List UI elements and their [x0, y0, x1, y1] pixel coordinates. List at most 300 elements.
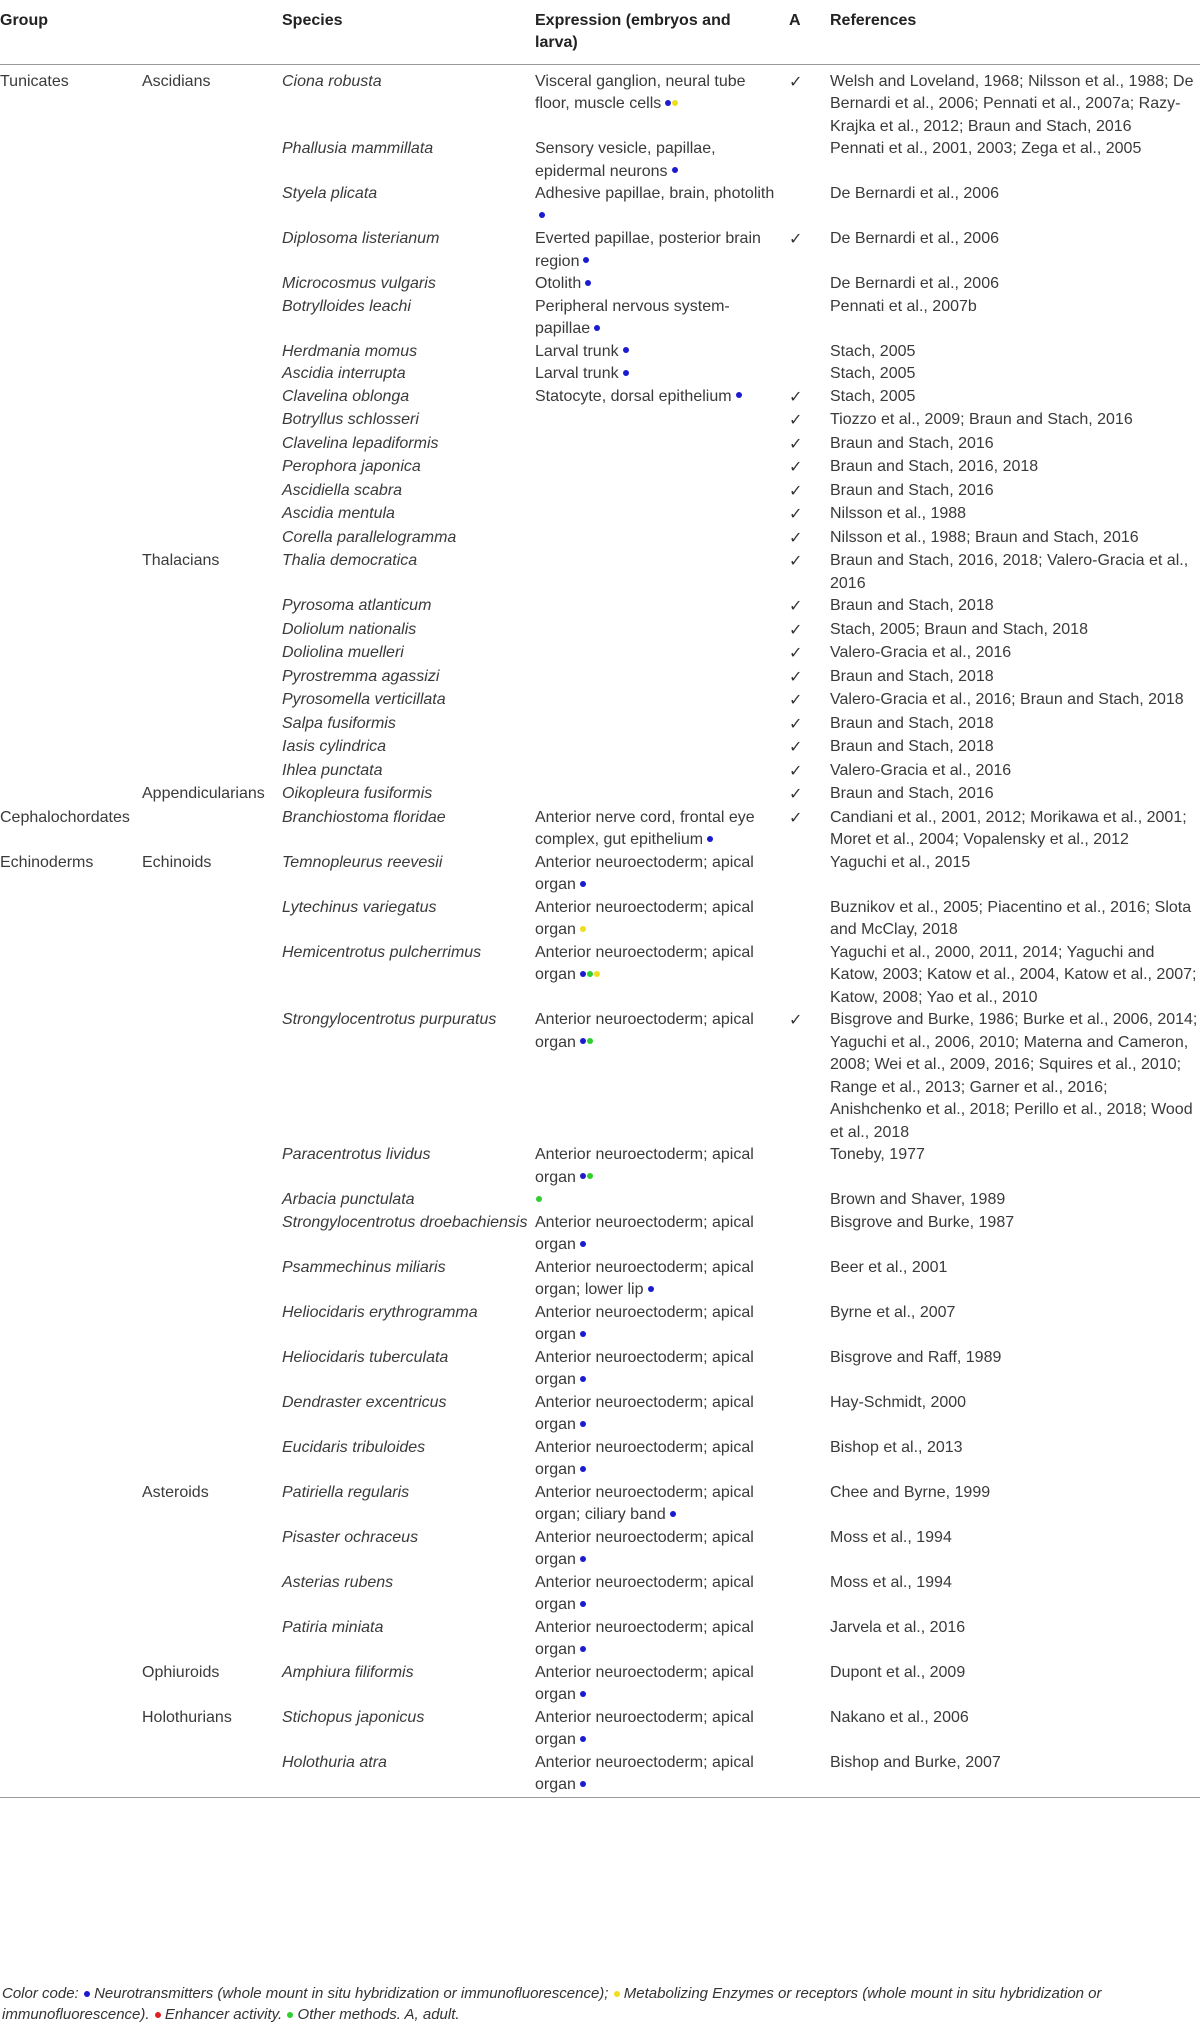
- table-row: [0, 527, 1200, 551]
- blue-dot-icon: [580, 1173, 586, 1179]
- blue-dot-icon: [84, 1991, 90, 1997]
- expression-cell: [535, 64, 789, 138]
- table-row: [0, 760, 1200, 784]
- blue-dot-icon: [580, 1736, 586, 1742]
- references-cell: [830, 1302, 1200, 1347]
- adult-cell: [789, 1257, 830, 1302]
- blue-dot-icon: [580, 1601, 586, 1607]
- subgroup-cell: [142, 1572, 282, 1617]
- species-cell: [282, 1257, 535, 1302]
- table-row: [0, 503, 1200, 527]
- table-row: [0, 1189, 1200, 1212]
- check-icon: ✓: [789, 527, 803, 547]
- color-code-dots: [579, 1551, 586, 1568]
- table-row: [0, 1302, 1200, 1347]
- table-row: [0, 807, 1200, 852]
- species-name: Holothuria atra: [282, 1753, 387, 1771]
- references-text: Stach, 2005: [830, 342, 916, 360]
- adult-cell: [789, 1527, 830, 1572]
- subgroup-cell: [142, 1482, 282, 1527]
- references-text: Braun and Stach, 2016: [830, 481, 994, 499]
- subgroup-label: Thalacians: [142, 552, 220, 569]
- subgroup-cell: [142, 1347, 282, 1392]
- references-text: Stach, 2005: [830, 365, 916, 382]
- species-name: Lytechinus variegatus: [282, 898, 437, 916]
- color-code-dots: [579, 876, 586, 893]
- references-cell: [830, 619, 1200, 643]
- table-row: [0, 942, 1200, 1010]
- species-name: Ascidiella scabra: [282, 481, 403, 499]
- table-row: [0, 480, 1200, 504]
- subgroup-cell: [142, 527, 282, 551]
- color-code-dots: [647, 1281, 654, 1298]
- species-cell: [282, 1144, 535, 1189]
- adult-cell: [789, 736, 830, 760]
- blue-dot-icon: [539, 212, 545, 218]
- subgroup-cell: [142, 1144, 282, 1189]
- adult-cell: [789, 852, 830, 897]
- species-cell: [282, 433, 535, 457]
- references-text: Braun and Stach, 2018: [830, 667, 994, 685]
- color-code-dots: [579, 921, 586, 938]
- species-name: Ihlea punctata: [282, 761, 383, 779]
- expression-cell: [535, 480, 789, 504]
- check-icon: ✓: [789, 596, 803, 615]
- references-cell: [830, 409, 1200, 433]
- group-cell: [0, 409, 142, 433]
- references-cell: [830, 550, 1200, 595]
- header-references: References: [830, 0, 1200, 64]
- references-text: Braun and Stach, 2018: [830, 738, 994, 755]
- check-icon: ✓: [789, 807, 803, 827]
- subgroup-cell: [142, 1392, 282, 1437]
- footnote-blue-text: Neurotransmitters (whole mount in situ hybridization or immunofluorescence);: [94, 1985, 609, 2002]
- subgroup-label: Ascidians: [142, 72, 211, 90]
- color-code-dots: [535, 1191, 542, 1208]
- references-text: Stach, 2005; Braun and Stach, 2018: [830, 620, 1088, 638]
- expression-text: Larval trunk: [535, 365, 619, 382]
- adult-cell: [789, 456, 830, 480]
- references-text: Bishop and Burke, 2007: [830, 1753, 1001, 1771]
- species-cell: [282, 1707, 535, 1752]
- references-cell: [830, 527, 1200, 551]
- species-cell: [282, 852, 535, 897]
- table-row: [0, 456, 1200, 480]
- subgroup-cell: [142, 296, 282, 341]
- adult-cell: [789, 666, 830, 690]
- blue-dot-icon: [580, 1331, 586, 1337]
- references-text: Braun and Stach, 2016, 2018: [830, 458, 1039, 475]
- species-name: Botrylloides leachi: [282, 297, 411, 315]
- species-cell: [282, 341, 535, 364]
- species-name: Salpa fusiformis: [282, 714, 396, 732]
- references-cell: [830, 503, 1200, 527]
- species-cell: [282, 1212, 535, 1257]
- expression-text: Anterior neuroectoderm; apical organ: [535, 1708, 754, 1748]
- color-code-dots: [584, 275, 591, 292]
- blue-dot-icon: [580, 1556, 586, 1562]
- blue-dot-icon: [580, 1781, 586, 1787]
- adult-cell: [789, 1437, 830, 1482]
- subgroup-cell: [142, 433, 282, 457]
- subgroup-cell: [142, 273, 282, 296]
- references-cell: [830, 480, 1200, 504]
- expression-cell: [535, 642, 789, 666]
- adult-cell: [789, 550, 830, 595]
- species-cell: [282, 456, 535, 480]
- expression-text: Larval trunk: [535, 342, 619, 360]
- expression-cell: [535, 527, 789, 551]
- yellow-dot-icon: [672, 100, 678, 106]
- references-cell: [830, 363, 1200, 386]
- check-icon: ✓: [789, 386, 803, 406]
- references-text: Moss et al., 1994: [830, 1528, 952, 1546]
- table-row: [0, 713, 1200, 737]
- references-cell: [830, 1009, 1200, 1144]
- references-text: Valero-Gracia et al., 2016; Braun and Stach, 2018: [830, 691, 1184, 708]
- expression-cell: [535, 595, 789, 619]
- references-text: Yaguchi et al., 2000, 2011, 2014; Yaguchi and Katow, 2003; Katow et al., 2004, Katow et al., 2007; Katow, 2008; Yao et al., 2010: [830, 943, 1197, 1006]
- blue-dot-icon: [707, 836, 713, 842]
- color-code-dots: [582, 253, 589, 270]
- table-row: [0, 228, 1200, 273]
- species-cell: [282, 619, 535, 643]
- species-cell: [282, 273, 535, 296]
- adult-cell: [789, 480, 830, 504]
- references-cell: [830, 689, 1200, 713]
- adult-cell: [789, 183, 830, 228]
- expression-cell: [535, 433, 789, 457]
- expression-cell: [535, 807, 789, 852]
- references-text: Nakano et al., 2006: [830, 1708, 969, 1726]
- species-name: Phallusia mammillata: [282, 140, 434, 157]
- references-text: Braun and Stach, 2016, 2018; Valero-Gracia et al., 2016: [830, 552, 1189, 592]
- adult-cell: [789, 942, 830, 1010]
- references-cell: [830, 433, 1200, 457]
- references-text: Buznikov et al., 2005; Piacentino et al., 2016; Slota and McClay, 2018: [830, 898, 1192, 938]
- subgroup-cell: [142, 1212, 282, 1257]
- references-text: Byrne et al., 2007: [830, 1303, 956, 1321]
- table-row: [0, 433, 1200, 457]
- adult-cell: [789, 1189, 830, 1212]
- references-cell: [830, 1617, 1200, 1662]
- group-cell: [0, 1617, 142, 1662]
- table-row: [0, 1257, 1200, 1302]
- table-row: [0, 619, 1200, 643]
- subgroup-cell: [142, 1527, 282, 1572]
- group-cell: [0, 1572, 142, 1617]
- references-text: Bisgrove and Burke, 1986; Burke et al., 2006, 2014; Yaguchi et al., 2006, 2010; Materna and Cameron, 2008; Wei et al., 2009, 2016; Squires et al., 2010; Range et al., 2013; Garner et al., 2016; Anishchenko et al., 2018; Perillo et al., 2018; Wood et al., 2018: [830, 1011, 1198, 1141]
- color-code-dots: [593, 320, 600, 337]
- group-cell: [0, 363, 142, 386]
- species-name: Asterias rubens: [282, 1573, 394, 1591]
- table-row: [0, 409, 1200, 433]
- expression-cell: [535, 1009, 789, 1144]
- subgroup-cell: [142, 942, 282, 1010]
- color-code-dots: [579, 1416, 586, 1433]
- group-cell: [0, 1707, 142, 1752]
- group-cell: [0, 1302, 142, 1347]
- adult-cell: [789, 273, 830, 296]
- blue-dot-icon: [623, 370, 629, 376]
- blue-dot-icon: [594, 325, 600, 331]
- species-name: Strongylocentrotus purpuratus: [282, 1011, 497, 1028]
- expression-cell: [535, 138, 789, 183]
- species-cell: [282, 1009, 535, 1144]
- group-cell: [0, 341, 142, 364]
- adult-cell: [789, 409, 830, 433]
- expression-text: Anterior neuroectoderm; apical organ: [535, 1618, 754, 1658]
- species-name: Clavelina oblonga: [282, 387, 410, 405]
- species-name: Ciona robusta: [282, 72, 382, 90]
- species-cell: [282, 1527, 535, 1572]
- blue-dot-icon: [580, 1646, 586, 1652]
- color-code-dots: [622, 343, 629, 360]
- species-cell: [282, 1437, 535, 1482]
- references-text: Braun and Stach, 2016: [830, 434, 994, 452]
- species-name: Branchiostoma floridae: [282, 808, 446, 826]
- table-row: [0, 1527, 1200, 1572]
- header-group: Group: [0, 0, 142, 64]
- table-row: [0, 386, 1200, 410]
- expression-cell: [535, 713, 789, 737]
- expression-cell: [535, 1617, 789, 1662]
- expression-text: Peripheral nervous system-papillae: [535, 297, 730, 337]
- subgroup-cell: [142, 619, 282, 643]
- table-row: [0, 1144, 1200, 1189]
- references-cell: [830, 1347, 1200, 1392]
- species-name: Pisaster ochraceus: [282, 1528, 419, 1546]
- table-row: [0, 550, 1200, 595]
- references-cell: [830, 456, 1200, 480]
- references-cell: [830, 1189, 1200, 1212]
- color-code-dots: [579, 1776, 586, 1793]
- species-name: Styela plicata: [282, 185, 378, 202]
- color-code-dots: [579, 1641, 586, 1658]
- references-text: Hay-Schmidt, 2000: [830, 1393, 967, 1411]
- adult-cell: [789, 363, 830, 386]
- group-label: Echinoderms: [0, 853, 94, 871]
- species-cell: [282, 296, 535, 341]
- blue-dot-icon: [580, 1038, 586, 1044]
- expression-cell: [535, 456, 789, 480]
- adult-cell: [789, 1662, 830, 1707]
- table-row: [0, 689, 1200, 713]
- expression-text: Adhesive papillae, brain, photolith: [535, 185, 775, 202]
- expression-cell: [535, 1212, 789, 1257]
- group-cell: [0, 527, 142, 551]
- references-text: Chee and Byrne, 1999: [830, 1483, 991, 1501]
- species-cell: [282, 1302, 535, 1347]
- references-cell: [830, 228, 1200, 273]
- color-code-dots: [579, 1371, 586, 1388]
- references-cell: [830, 138, 1200, 183]
- table-body: [0, 64, 1200, 1798]
- table-row: [0, 1752, 1200, 1798]
- species-name: Microcosmus vulgaris: [282, 275, 436, 292]
- adult-cell: [789, 689, 830, 713]
- adult-cell: [789, 1617, 830, 1662]
- adult-cell: [789, 1572, 830, 1617]
- species-name: Heliocidaris tuberculata: [282, 1348, 449, 1366]
- species-name: Pyrosomella verticillata: [282, 691, 446, 708]
- species-cell: [282, 1617, 535, 1662]
- group-cell: [0, 783, 142, 807]
- blue-dot-icon: [736, 392, 742, 398]
- color-code-dots: [538, 208, 545, 225]
- yellow-dot-icon: [580, 926, 586, 932]
- expression-cell: [535, 852, 789, 897]
- species-name: Herdmania momus: [282, 342, 418, 360]
- references-cell: [830, 1437, 1200, 1482]
- subgroup-cell: [142, 642, 282, 666]
- references-cell: [830, 386, 1200, 410]
- table-row: [0, 1212, 1200, 1257]
- expression-cell: [535, 273, 789, 296]
- references-cell: [830, 1527, 1200, 1572]
- green-dot-icon: [287, 2012, 293, 2018]
- subgroup-cell: [142, 1189, 282, 1212]
- subgroup-cell: [142, 1752, 282, 1798]
- species-cell: [282, 1189, 535, 1212]
- subgroup-cell: [142, 1662, 282, 1707]
- blue-dot-icon: [670, 1511, 676, 1517]
- species-cell: [282, 807, 535, 852]
- references-cell: [830, 595, 1200, 619]
- table-row: [0, 1617, 1200, 1662]
- expression-cell: [535, 386, 789, 410]
- references-cell: [830, 64, 1200, 138]
- group-cell: [0, 1144, 142, 1189]
- check-icon: ✓: [789, 1010, 803, 1029]
- yellow-dot-icon: [614, 1991, 620, 1997]
- expression-text: Anterior neuroectoderm; apical organ: [535, 943, 754, 983]
- subgroup-cell: [142, 341, 282, 364]
- references-cell: [830, 1392, 1200, 1437]
- adult-cell: [789, 642, 830, 666]
- expression-text: Anterior neuroectoderm; apical organ: [535, 1528, 754, 1568]
- references-text: Welsh and Loveland, 1968; Nilsson et al., 1988; De Bernardi et al., 2006; Pennati et al., 2007a; Razy-Krajka et al., 2012; Braun and Stach, 2016: [830, 72, 1194, 135]
- group-cell: [0, 550, 142, 595]
- blue-dot-icon: [580, 971, 586, 977]
- references-cell: [830, 760, 1200, 784]
- references-text: De Bernardi et al., 2006: [830, 275, 999, 292]
- color-code-dots: [622, 365, 629, 382]
- adult-cell: [789, 433, 830, 457]
- check-icon: ✓: [789, 713, 803, 733]
- references-text: Bisgrove and Raff, 1989: [830, 1348, 1002, 1366]
- adult-cell: [789, 1752, 830, 1798]
- subgroup-cell: [142, 807, 282, 852]
- species-cell: [282, 363, 535, 386]
- check-icon: ✓: [789, 643, 803, 662]
- table-row: [0, 642, 1200, 666]
- expression-cell: [535, 550, 789, 595]
- adult-cell: [789, 619, 830, 643]
- adult-cell: [789, 503, 830, 527]
- references-text: Jarvela et al., 2016: [830, 1618, 966, 1636]
- subgroup-label: Ophiuroids: [142, 1663, 220, 1681]
- subgroup-cell: [142, 852, 282, 897]
- references-cell: [830, 736, 1200, 760]
- expression-cell: [535, 897, 789, 942]
- adult-cell: [789, 1009, 830, 1144]
- expression-text: Anterior nerve cord, frontal eye complex, gut epithelium: [535, 808, 755, 848]
- expression-text: Anterior neuroectoderm; apical organ: [535, 1303, 754, 1343]
- check-icon: ✓: [789, 551, 803, 570]
- group-cell: [0, 1212, 142, 1257]
- group-cell: [0, 852, 142, 897]
- blue-dot-icon: [648, 1286, 654, 1292]
- references-text: Nilsson et al., 1988; Braun and Stach, 2016: [830, 528, 1139, 546]
- references-text: De Bernardi et al., 2006: [830, 185, 999, 202]
- check-icon: ✓: [789, 666, 803, 686]
- check-icon: ✓: [789, 760, 803, 780]
- species-name: Amphiura filiformis: [282, 1663, 414, 1681]
- adult-cell: [789, 341, 830, 364]
- adult-cell: [789, 228, 830, 273]
- expression-cell: [535, 1662, 789, 1707]
- species-cell: [282, 1662, 535, 1707]
- subgroup-cell: [142, 228, 282, 273]
- species-name: Hemicentrotus pulcherrimus: [282, 943, 482, 961]
- blue-dot-icon: [580, 1421, 586, 1427]
- expression-cell: [535, 1572, 789, 1617]
- subgroup-cell: [142, 1302, 282, 1347]
- group-cell: [0, 713, 142, 737]
- expression-text: Anterior neuroectoderm; apical organ: [535, 1348, 754, 1388]
- adult-cell: [789, 527, 830, 551]
- expression-text: Everted papillae, posterior brain region: [535, 230, 761, 270]
- adult-cell: [789, 1212, 830, 1257]
- references-cell: [830, 1212, 1200, 1257]
- group-cell: [0, 386, 142, 410]
- species-cell: [282, 666, 535, 690]
- table-row: [0, 852, 1200, 897]
- expression-cell: [535, 1347, 789, 1392]
- species-cell: [282, 736, 535, 760]
- adult-cell: [789, 1392, 830, 1437]
- color-code-dots: [735, 388, 742, 405]
- expression-cell: [535, 942, 789, 1010]
- references-text: Braun and Stach, 2018: [830, 597, 994, 614]
- expression-text: Anterior neuroectoderm; apical organ: [535, 1753, 754, 1793]
- expression-cell: [535, 503, 789, 527]
- species-cell: [282, 228, 535, 273]
- subgroup-cell: [142, 409, 282, 433]
- table-row: [0, 64, 1200, 138]
- species-cell: [282, 595, 535, 619]
- table-row: [0, 595, 1200, 619]
- subgroup-cell: [142, 456, 282, 480]
- subgroup-label: Holothurians: [142, 1708, 232, 1726]
- references-text: Pennati et al., 2007b: [830, 297, 977, 315]
- species-cell: [282, 783, 535, 807]
- species-cell: [282, 183, 535, 228]
- color-code-dots: [579, 1461, 586, 1478]
- group-cell: [0, 807, 142, 852]
- species-cell: [282, 1572, 535, 1617]
- species-name: Arbacia punctulata: [282, 1191, 415, 1208]
- green-dot-icon: [587, 971, 593, 977]
- adult-cell: [789, 760, 830, 784]
- footnote-red-text: Enhancer activity.: [164, 2006, 283, 2023]
- subgroup-cell: [142, 550, 282, 595]
- species-name: Oikopleura fusiformis: [282, 785, 433, 802]
- group-cell: [0, 619, 142, 643]
- species-name: Diplosoma listerianum: [282, 230, 440, 247]
- group-cell: [0, 456, 142, 480]
